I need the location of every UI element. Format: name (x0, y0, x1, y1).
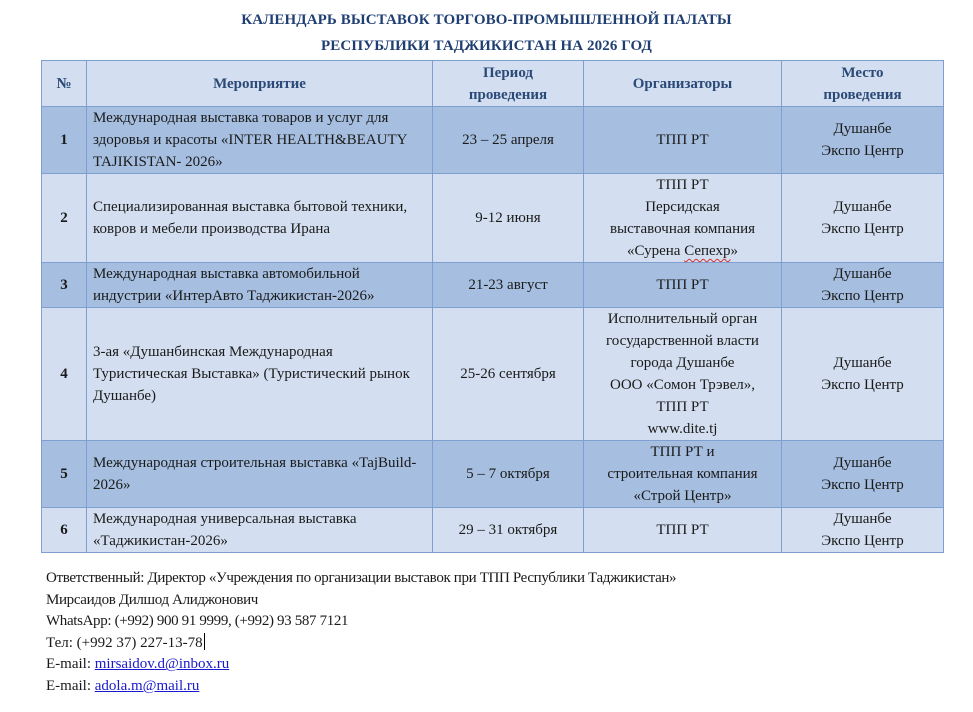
venue-city: Душанбе (833, 199, 892, 215)
organizer-line: строительная компания (607, 466, 758, 482)
header-venue-line-1: Место (841, 64, 884, 81)
phone-text: Тел: (+992 37) 227-13-78 (46, 634, 203, 651)
row-number: 3 (42, 263, 87, 308)
header-organizers: Организаторы (584, 61, 782, 107)
event-period: 21-23 август (433, 263, 584, 308)
venue-city: Душанбе (833, 355, 892, 371)
organizer-line: ООО «Сомон Трэвел», (609, 377, 756, 393)
event-name: Специализированная выставка бытовой техники, ковров и мебели производства Ирана (87, 174, 433, 263)
venue-city: Душанбе (833, 266, 892, 282)
event-period: 9-12 июня (433, 174, 584, 263)
email-link-adola[interactable]: adola.m@mail.ru (94, 677, 200, 694)
organizer-line: ТПП РТ (656, 522, 709, 538)
event-organizers (584, 263, 782, 308)
event-period: 25-26 сентября (433, 308, 584, 441)
organizer-line: выставочная компания (609, 221, 756, 237)
venue-place: Экспо Центр (821, 477, 904, 493)
email-label: E-mail: (46, 656, 95, 673)
table-row (42, 107, 944, 174)
table-row (42, 263, 944, 308)
event-name: Международная универсальная выставка «Таджикистан-2026» (87, 508, 433, 553)
spellcheck-underlined-word: Сепехр (684, 243, 731, 259)
organizer-line (590, 240, 775, 262)
event-organizers (584, 441, 782, 508)
row-number: 5 (42, 441, 87, 508)
event-name: 3-ая «Душанбинская Международная Туристическая Выставка» (Туристический рынок Душанбе) (87, 308, 433, 441)
email-label: E-mail: (46, 677, 95, 694)
event-venue (782, 263, 944, 308)
venue-city: Душанбе (833, 511, 892, 527)
row-number: 6 (42, 508, 87, 553)
organizer-website: www.dite.tj (647, 421, 718, 437)
event-name: Международная строительная выставка «TajBuild-2026» (87, 441, 433, 508)
document-title-line-2: РЕСПУБЛИКИ ТАДЖИКИСТАН НА 2026 ГОД (321, 38, 652, 54)
email-link-mirsaidov[interactable]: mirsaidov.d@inbox.ru (94, 656, 230, 673)
header-event: Мероприятие (87, 61, 433, 107)
organizer-line: Персидская (645, 199, 720, 215)
event-period: 29 – 31 октября (433, 508, 584, 553)
whatsapp-line: WhatsApp: (+992) 900 91 9999, (+992) 93 587 7121 (46, 613, 349, 630)
header-venue (782, 61, 944, 107)
text-cursor (204, 633, 205, 650)
header-period (433, 61, 584, 107)
row-number: 4 (42, 308, 87, 441)
phone-line (46, 633, 676, 655)
table-row (42, 174, 944, 263)
organizer-line: Исполнительный орган (607, 311, 758, 327)
responsible-person: Мирсаидов Дилшод Алиджонович (46, 591, 258, 608)
event-organizers (584, 174, 782, 263)
responsible-line: Ответственный: Директор «Учреждения по организации выставок при ТПП Республики Таджикистан» (46, 570, 677, 586)
table-row (42, 308, 944, 441)
organizer-line: ТПП РТ (656, 277, 709, 293)
venue-place: Экспо Центр (821, 533, 904, 549)
organizer-text: «Сурена (626, 243, 685, 259)
row-number: 1 (42, 107, 87, 174)
event-venue (782, 441, 944, 508)
document-title-line-1: КАЛЕНДАРЬ ВЫСТАВОК ТОРГОВО-ПРОМЫШЛЕННОЙ ПАЛАТЫ (241, 12, 732, 28)
header-num: № (42, 61, 87, 107)
event-organizers (584, 308, 782, 441)
organizer-line: ТПП РТ (656, 177, 709, 193)
header-period-line-2: проведения (468, 86, 548, 103)
organizer-line: «Строй Центр» (633, 488, 732, 504)
venue-place: Экспо Центр (821, 221, 904, 237)
exhibition-calendar-table (41, 60, 944, 553)
event-period: 23 – 25 апреля (433, 107, 584, 174)
event-venue (782, 508, 944, 553)
contact-info (46, 568, 676, 698)
organizer-text: » (730, 243, 739, 259)
venue-city: Душанбе (833, 121, 892, 137)
organizer-line: ТПП РТ (656, 399, 709, 415)
event-organizers (584, 508, 782, 553)
table-row (42, 441, 944, 508)
venue-city: Душанбе (833, 455, 892, 471)
venue-place: Экспо Центр (821, 143, 904, 159)
organizer-line: государственной власти (606, 333, 759, 349)
organizer-line: ТПП РТ и (650, 444, 715, 460)
venue-place: Экспо Центр (821, 377, 904, 393)
row-number: 2 (42, 174, 87, 263)
email-line-2 (46, 676, 676, 698)
table-row (42, 508, 944, 553)
event-venue (782, 107, 944, 174)
email-line-1 (46, 654, 676, 676)
event-organizers (584, 107, 782, 174)
organizer-line: ТПП РТ (656, 132, 709, 148)
event-period: 5 – 7 октября (433, 441, 584, 508)
venue-place: Экспо Центр (821, 288, 904, 304)
event-name: Международная выставка автомобильной индустрии «ИнтерАвто Таджикистан-2026» (87, 263, 433, 308)
event-venue (782, 308, 944, 441)
table-header-row (42, 61, 944, 107)
event-name: Международная выставка товаров и услуг для здоровья и красоты «INTER HEALTH&BEAUTY TAJIKISTAN- 2026» (87, 107, 433, 174)
event-venue (782, 174, 944, 263)
organizer-line: города Душанбе (630, 355, 735, 371)
header-period-line-1: Период (483, 64, 533, 81)
header-venue-line-2: проведения (823, 86, 902, 103)
